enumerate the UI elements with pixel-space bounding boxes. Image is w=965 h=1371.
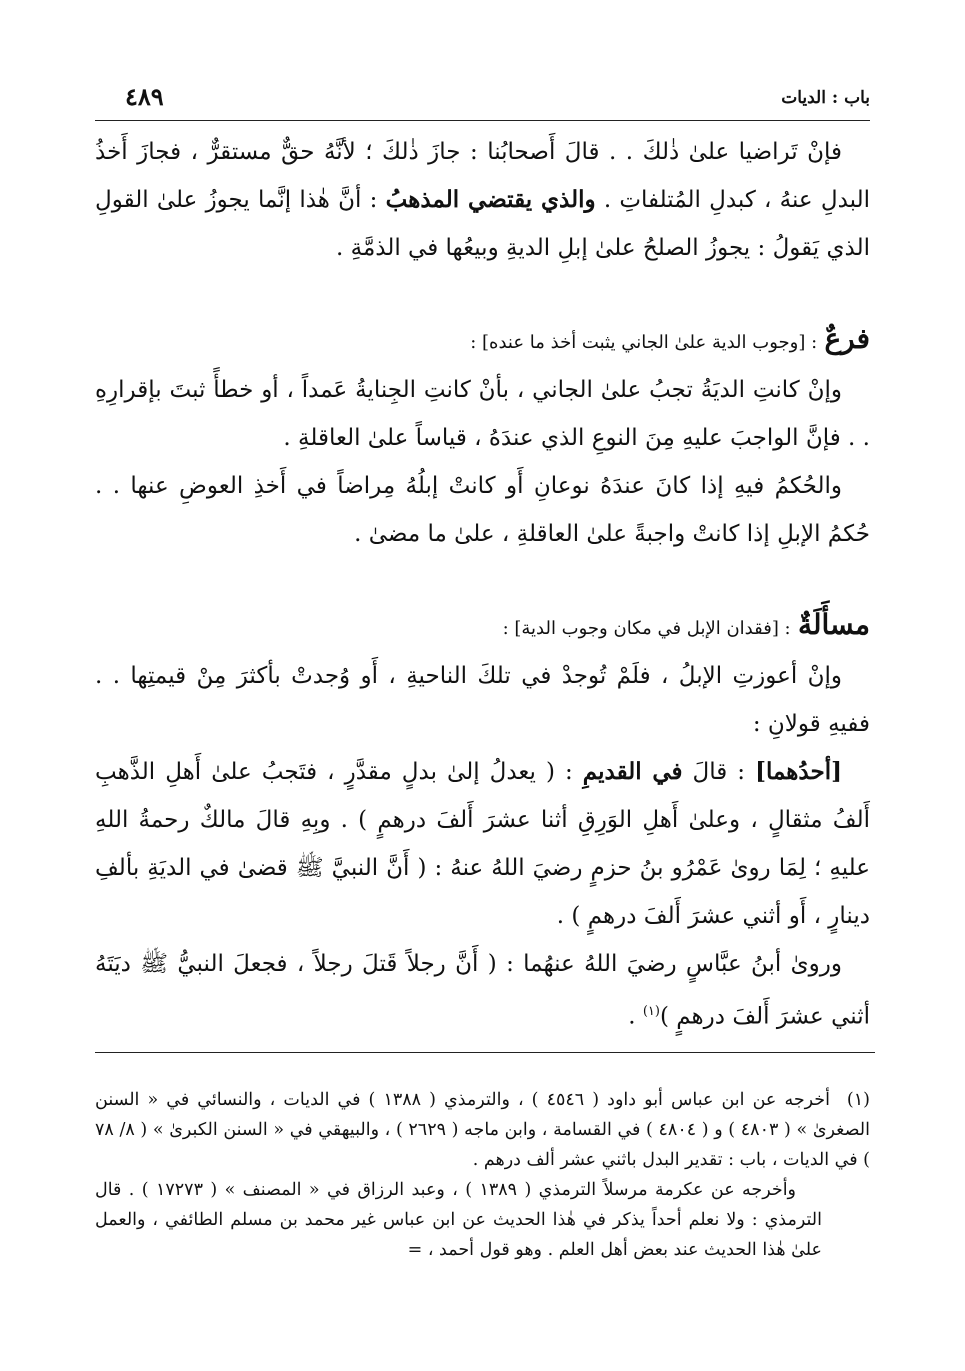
page-number: ٤٨٩ <box>125 82 164 111</box>
main-text <box>95 128 870 1041</box>
footnote-1: (١)أخرجه عن ابن عباس أبو داود ( ٤٥٤٦ ) ، والترمذي ( ١٣٨٨ ) في الديات ، والنسائي في « السنن الصغرىٰ » ( ٤٨٠٣ ) و ( ٤٨٠٤ ) في القسامة ، وابن ماجه ( ٢٦٢٩ ) ، والبيهقي في « السنن الكبرىٰ » ( ٨/ ٧٨ ) في الديات ، باب : تقدير البدل باثني عشر ألف درهم . <box>95 1085 870 1175</box>
heading-title: : [فقدان الإبل في مكان وجوب الدية] : <box>502 618 791 639</box>
footnotes <box>95 1085 870 1265</box>
paragraph-4: وإنْ أعوزتِ الإبلُ ، فلَمْ تُوجدْ في تلكَ الناحيةِ ، أَو وُجدتْ بأكثرَ مِنْ قيمتِها . . ففيهِ قولانِ : <box>95 663 870 737</box>
paragraph-1: فإنْ تَراضيا علىٰ ذٰلكَ . . قالَ أَصحابُنا : جازَ ذٰلكَ ؛ لأنَّهُ حقٌّ مستقرٌّ ، فجازَ أَخذُ البدلِ عنهُ ، كبدلِ المُتلفاتِ . والذي يقتضي المذهبُ : أنَّ هٰذا إنَّما يجوزُ علىٰ القولِ الذي يَقولُ : يجوزُ الصلحُ علىٰ إبلِ الديةِ وبيعُها في الذمَّةِ . <box>95 139 870 261</box>
section-heading-far <box>95 316 870 366</box>
spacer <box>95 558 870 602</box>
bold-phrase: والذي يقتضي المذهبُ <box>385 186 596 213</box>
spacer <box>95 272 870 316</box>
footnote-rule <box>95 1052 875 1053</box>
paragraph-2: وإنْ كانتِ الديَةُ تجبُ علىٰ الجاني ، بأنْ كانتِ الجِنايةُ عَمداً ، أو خطأً ثبتَ بإقرارِهِ . . فإنَّ الواجبَ عليهِ مِنَ النوعِ الذي عندَهُ ، قياساً علىٰ العاقلةِ . <box>95 377 870 451</box>
footnote-number: (١) <box>846 1090 870 1110</box>
page-header <box>95 82 870 116</box>
header-rule <box>95 120 870 121</box>
footnote-ref[interactable]: (١) <box>642 1004 660 1019</box>
heading-label: مسأَلَةٌ <box>797 608 870 641</box>
heading-title: : [وجوب الدية علىٰ الجاني يثبت أخذ ما عنده] : <box>470 332 818 353</box>
section-heading-masala <box>95 602 870 652</box>
chapter-title: باب : الديات <box>781 88 870 108</box>
paragraph-3: والحُكمُ فيهِ إذا كانَ عندَهُ نوعانِ أَو كانتْ إبلُهُ مِراضاً في أَخذِ العوضِ عنها . . حُكمُ الإبلِ إذا كانتْ واجبةً علىٰ العاقلةِ ، علىٰ ما مضىٰ . <box>95 473 870 547</box>
paragraph-6: وروىٰ أبنُ عبَّاسٍ رضيَ اللهُ عنهُما : ( أَنَّ رجلاً قَتلَ رجلاً ، فجعلَ النبيُّ ﷺ ديَتَهُ أثني عشرَ أَلفَ درهمٍ )$^{(١)}$ . <box>95 951 870 1030</box>
paragraph-5: [أحدُهما] : قالَ في القديمِ : ( يعدلُ إلىٰ بدلٍ مقدَّرٍ ، فتَجبُ علىٰ أَهلِ الذَّهبِ أَلفُ مثقالٍ ، وعلىٰ أَهلِ الوَرِقِ أثنا عشرَ أَلفَ درهمٍ ) . وبِهِ قالَ مالكٌ رحمةُ اللهِ عليهِ ؛ لِمَا روىٰ عَمْرُو بنُ حزمٍ رضيَ اللهُ عنهُ : ( أَنَّ النبيَّ ﷺ قضىٰ في الديَةِ بألفِ دينارٍ ، أَو أثني عشرَ أَلفَ درهمٍ ) . <box>95 758 870 929</box>
footnote-1-continued: وأخرجه عن عكرمة مرسلاً الترمذي ( ١٣٨٩ ) ، وعبد الرزاق في « المصنف » ( ١٧٢٧٣ ) . قال الترمذي : ولا نعلم أحداً يذكر في هٰذا الحديث عن ابن عباس غير محمد بن مسلم الطائفي ، والعمل علىٰ هٰذا الحديث عند بعض أهل العلم . وهو قول أحمد ، = <box>95 1180 822 1260</box>
heading-label: فرعٌ <box>824 322 870 355</box>
